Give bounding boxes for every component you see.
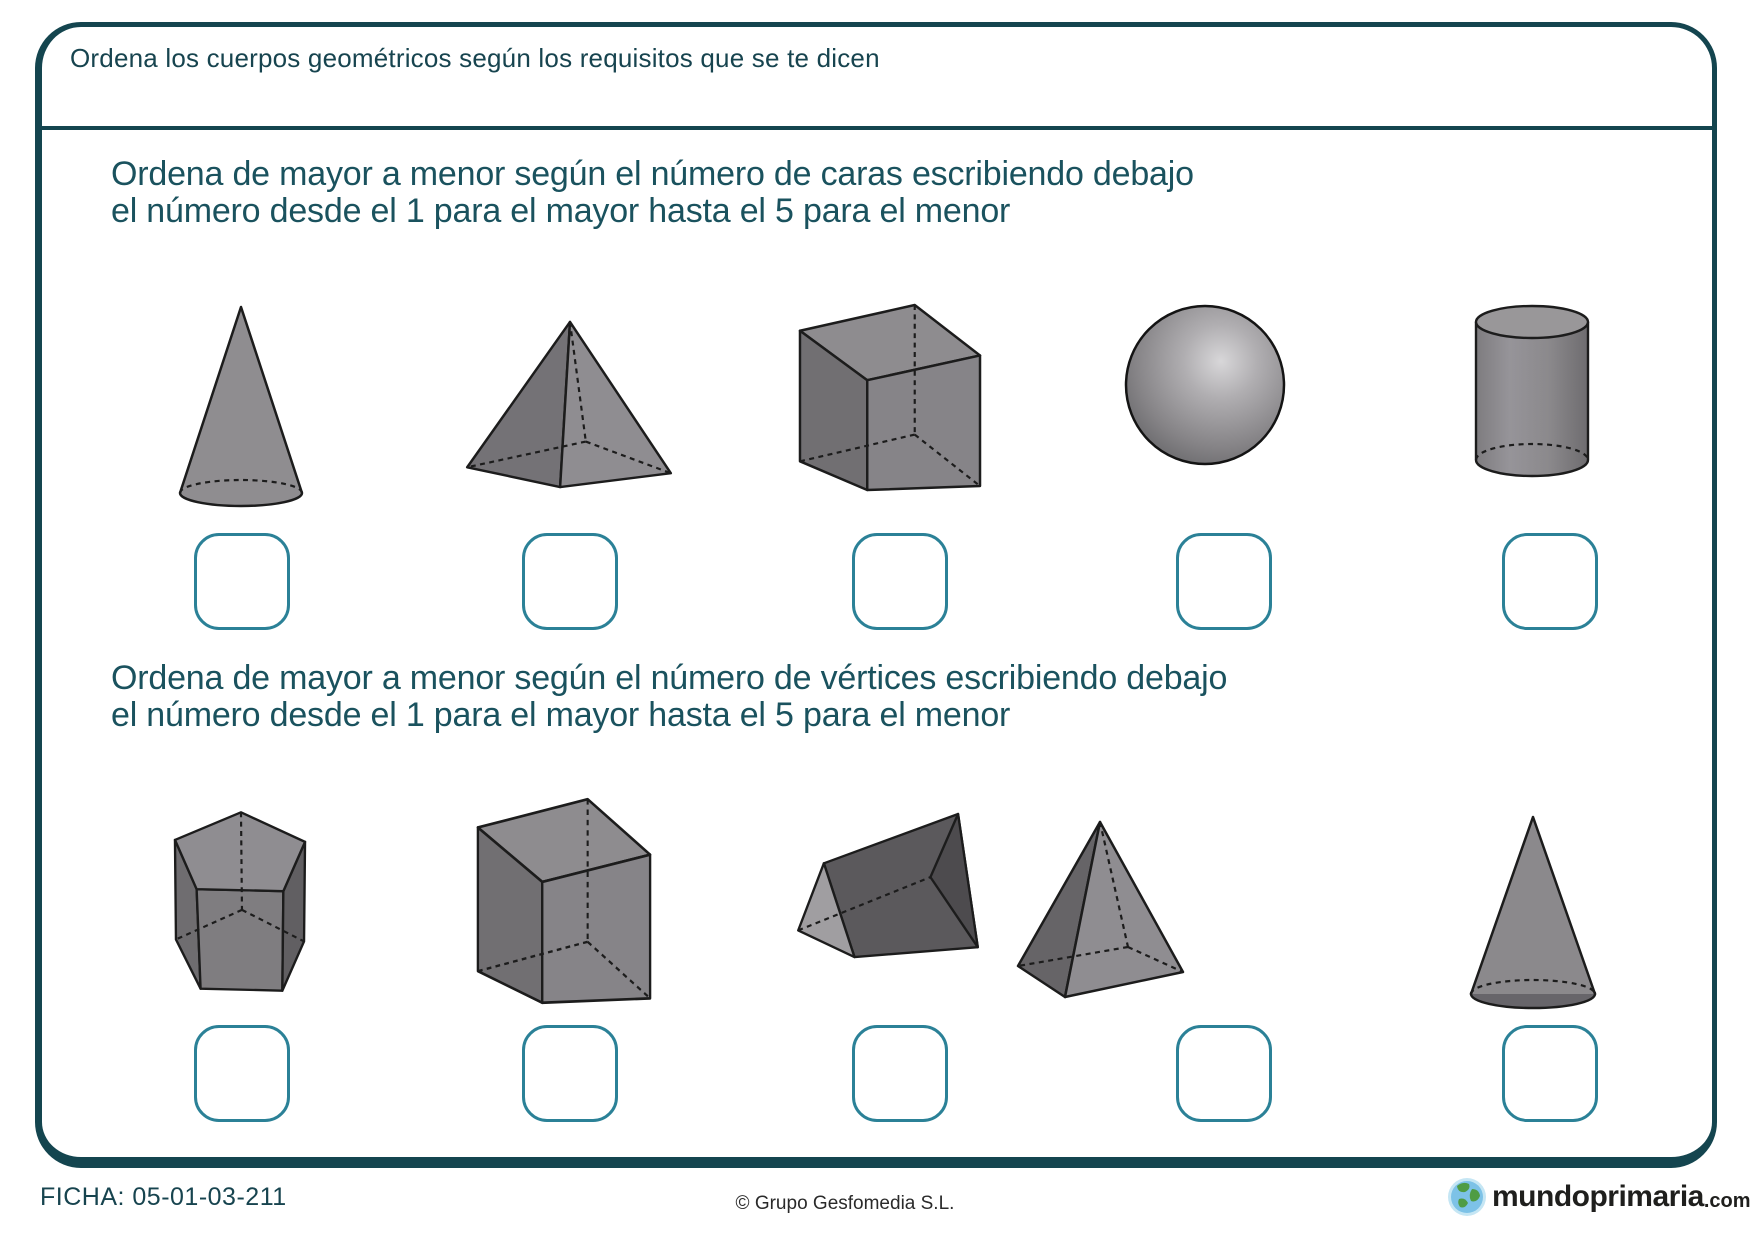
brand-suffix: .com [1703,1190,1751,1212]
section2-instruction-line2: el número desde el 1 para el mayor hasta el 5 para el menor [111,696,1011,734]
copyright-text: © Grupo Gesfomedia S.L. [735,1193,955,1214]
answer-box-section2-4[interactable] [1176,1025,1272,1122]
section1-instruction-line2: el número desde el 1 para el mayor hasta el 5 para el menor [111,192,1011,230]
shape-cube [476,797,652,1006]
answer-box-section2-2[interactable] [522,1025,618,1122]
answer-box-section1-3[interactable] [852,533,948,630]
shape-triangular-prism [796,812,980,959]
shape-cone [1468,815,1598,1010]
answer-box-section1-1[interactable] [194,533,290,630]
answer-box-section1-5[interactable] [1502,533,1598,630]
brand-name: mundoprimaria [1492,1180,1704,1213]
ficha-number: FICHA: 05-01-03-211 [40,1183,287,1211]
shape-sphere [1123,303,1287,467]
answer-box-section2-3[interactable] [852,1025,948,1122]
answer-box-section2-5[interactable] [1502,1025,1598,1122]
brand-logo [1447,1177,1751,1217]
header-divider [39,126,1715,130]
shape-cylinder [1473,302,1591,482]
shape-pentagonal-prism [173,810,307,992]
worksheet-frame [35,22,1717,1168]
answer-box-section2-1[interactable] [194,1025,290,1122]
answer-box-section1-2[interactable] [522,533,618,630]
header-instruction: Ordena los cuerpos geométricos según los requisitos que se te dicen [70,43,880,73]
shape-square-pyramid [465,319,675,491]
section2-instruction [111,660,1227,734]
section1-instruction [111,156,1194,230]
globe-icon [1447,1177,1487,1217]
shape-square-pyramid [1016,820,1186,1000]
shape-cone [177,303,305,508]
section1-instruction-line1: Ordena de mayor a menor según el número de caras escribiendo debajo [111,155,1194,193]
shape-cube [798,303,982,493]
section2-instruction-line1: Ordena de mayor a menor según el número de vértices escribiendo debajo [111,659,1228,697]
answer-box-section1-4[interactable] [1176,533,1272,630]
